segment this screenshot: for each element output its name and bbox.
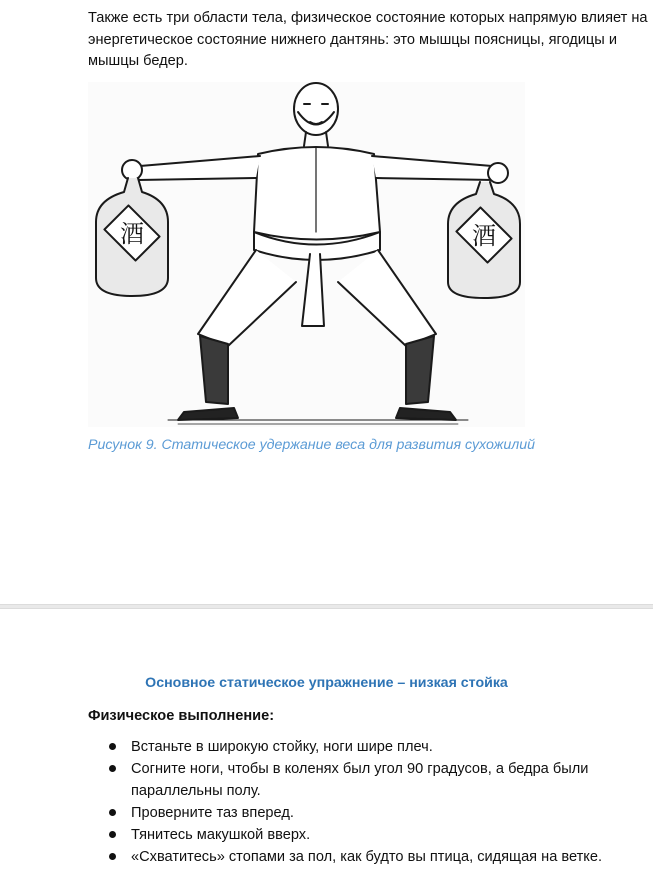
section-heading: Основное статическое упражнение – низкая стойка: [145, 675, 508, 691]
list-item-text: Проверните таз вперед.: [131, 805, 294, 821]
list-item: [88, 824, 648, 846]
bullet-list: [88, 736, 648, 868]
list-item: [88, 802, 648, 824]
bullet-icon: [109, 809, 116, 816]
jar-glyph-left: 酒: [120, 220, 144, 248]
list-item-text: Встаньте в широкую стойку, ноги шире плеч.: [131, 739, 433, 755]
list-item: [88, 846, 648, 868]
man-holding-jars-drawing: [88, 82, 525, 427]
figure-caption: Рисунок 9. Статическое удержание веса для развития сухожилий: [88, 437, 536, 453]
list-item-text: Тянитесь макушкой вверх.: [131, 827, 311, 843]
jar-glyph-right: 酒: [472, 222, 496, 250]
list-item: [88, 736, 648, 758]
list-item-text: Согните ноги, чтобы в коленях был угол 90 градусов, а бедра были параллельны полу.: [131, 761, 589, 799]
document-page-2: [0, 609, 653, 881]
bullet-icon: [109, 853, 116, 860]
subheading: Физическое выполнение:: [88, 708, 275, 724]
figure-illustration: [88, 82, 525, 427]
body-paragraph: Также есть три области тела, физическое состояние которых напрямую влияет на энергетическое состояние нижнего дантянь: это мышцы поясницы, ягодицы и мышцы бедер.: [88, 10, 648, 69]
bullet-icon: [109, 765, 116, 772]
list-item-text: «Схватитесь» стопами за пол, как будто вы птица, сидящая на ветке.: [131, 849, 602, 865]
bullet-icon: [109, 743, 116, 750]
list-item: [88, 758, 648, 802]
bullet-icon: [109, 831, 116, 838]
